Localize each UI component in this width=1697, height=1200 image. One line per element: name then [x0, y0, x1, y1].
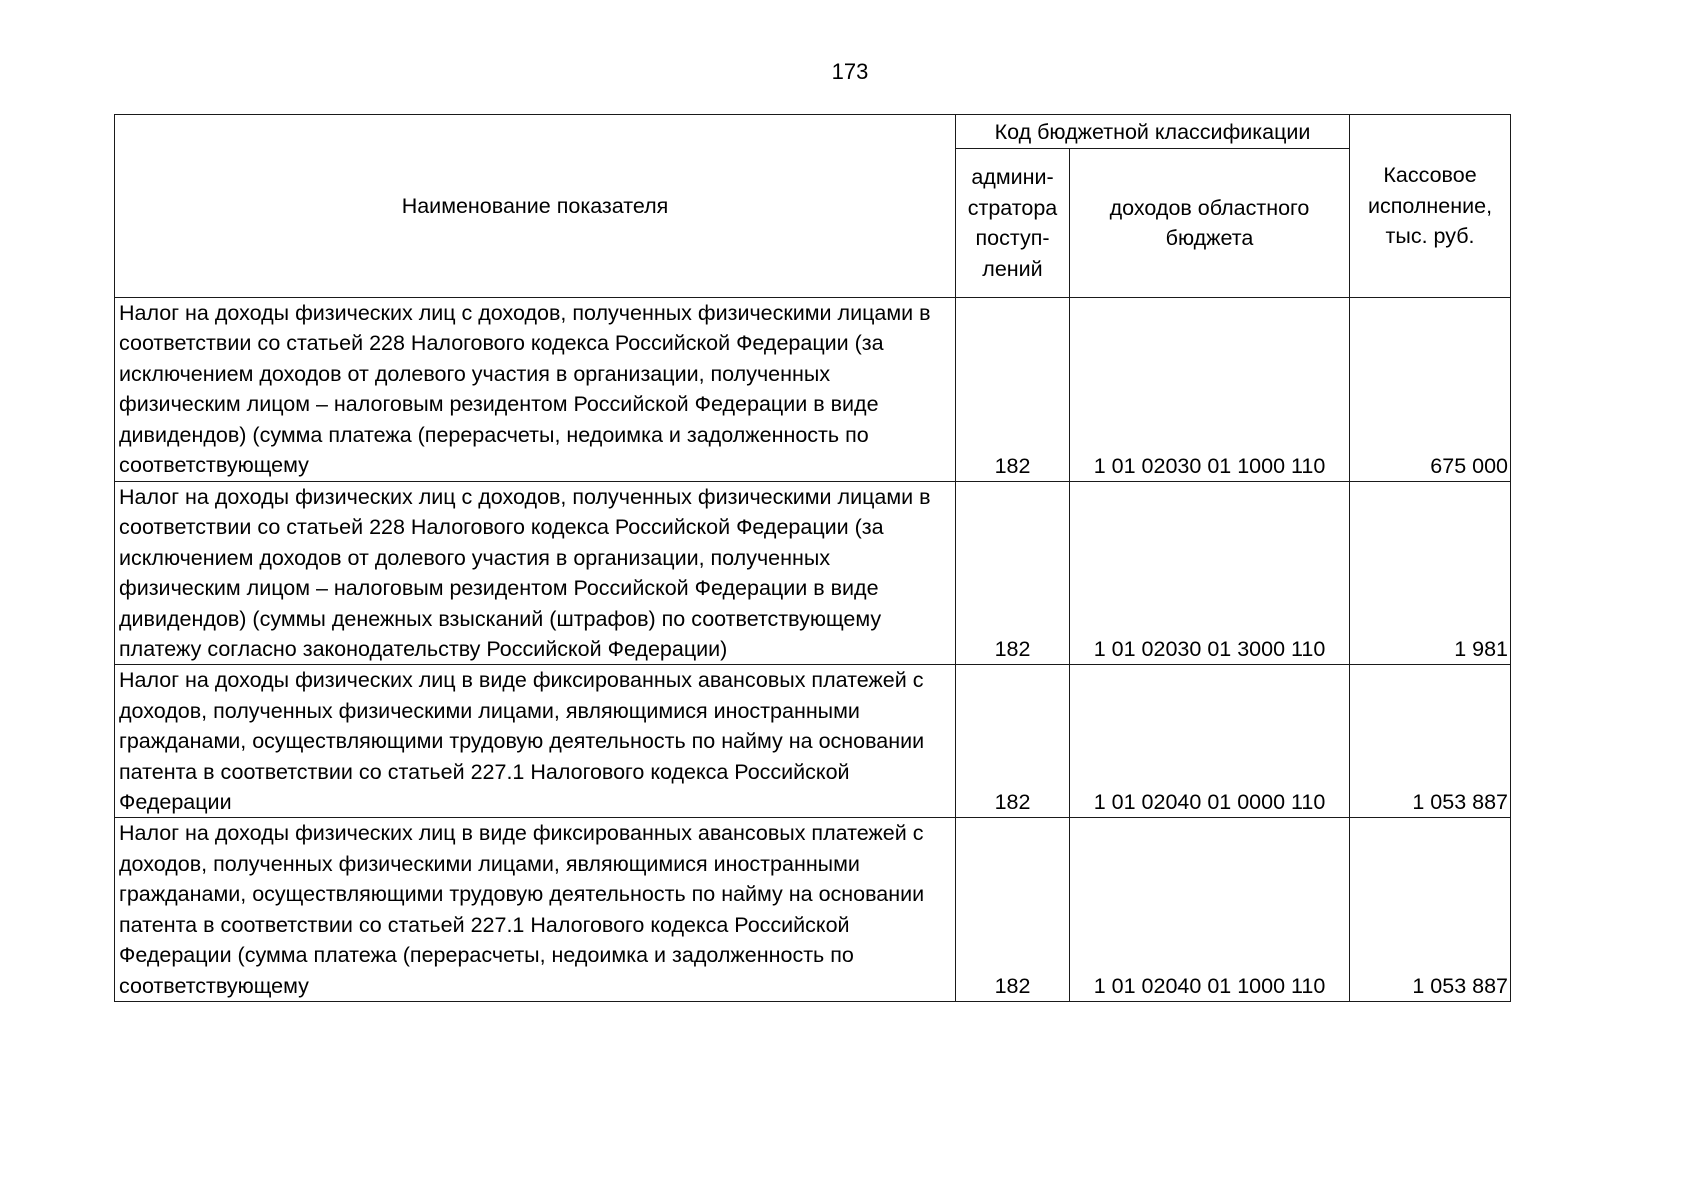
header-kbk-group: Код бюджетной классификации	[956, 115, 1350, 149]
table-row	[115, 818, 1511, 1002]
header-admin: админи-стратора поступ-лений	[956, 149, 1070, 298]
budget-table	[114, 114, 1511, 1002]
row-kbk-code: 1 01 02040 01 0000 110	[1070, 665, 1350, 818]
row-admin-code: 182	[956, 665, 1070, 818]
page-number: 173	[831, 59, 869, 84]
header-income: доходов областного бюджета	[1070, 149, 1350, 298]
row-kbk-code: 1 01 02040 01 1000 110	[1070, 818, 1350, 1002]
table-row	[115, 482, 1511, 665]
row-name-text: Налог на доходы физических лиц в виде фиксированных авансовых платежей с доходов, полученных физическими лицами, являющимися иностранными гражданами, осуществляющими трудовую деятельность по найму на основании патента в соответствии со статьей 227.1 Налогового кодекса Российской Федерации (сумма платежа (перерасчеты, недоимка и задолженность по соответствующему	[119, 821, 925, 998]
row-name	[115, 298, 956, 482]
row-name	[115, 818, 956, 1002]
row-kbk-code: 1 01 02030 01 3000 110	[1070, 482, 1350, 665]
row-admin-code: 182	[956, 482, 1070, 665]
row-amount: 1 053 887	[1350, 665, 1511, 818]
header-name: Наименование показателя	[115, 115, 956, 298]
row-admin-code: 182	[956, 818, 1070, 1002]
row-amount: 1 053 887	[1350, 818, 1511, 1002]
row-admin-code: 182	[956, 298, 1070, 482]
table-row	[115, 665, 1511, 818]
row-name-text: Налог на доходы физических лиц с доходов, полученных физическими лицами в соответствии со статьей 228 Налогового кодекса Российской Федерации (за исключением доходов от долевого участия в организации, полученных физическим лицом – налоговым резидентом Российской Федерации в виде дивидендов) (сумма платежа (перерасчеты, недоимка и задолженность по соответствующему	[119, 301, 931, 478]
row-kbk-code: 1 01 02030 01 1000 110	[1070, 298, 1350, 482]
header-amount: Кассовое исполнение, тыс. руб.	[1350, 115, 1511, 298]
row-name: Налог на доходы физических лиц в виде фиксированных авансовых платежей с доходов, полученных физическими лицами, являющимися иностранными гражданами, осуществляющими трудовую деятельность по найму на основании патента в соответствии со статьей 227.1 Налогового кодекса Российской Федерации	[115, 665, 956, 818]
row-amount: 1 981	[1350, 482, 1511, 665]
row-name: Налог на доходы физических лиц с доходов, полученных физическими лицами в соответствии со статьей 228 Налогового кодекса Российской Федерации (за исключением доходов от долевого участия в организации, полученных физическим лицом – налоговым резидентом Российской Федерации в виде дивидендов) (суммы денежных взысканий (штрафов) по соответствующему платежу согласно законодательству Российской Федерации)	[115, 482, 956, 665]
row-amount: 675 000	[1350, 298, 1511, 482]
table-row	[115, 298, 1511, 482]
header-row	[115, 115, 1511, 149]
